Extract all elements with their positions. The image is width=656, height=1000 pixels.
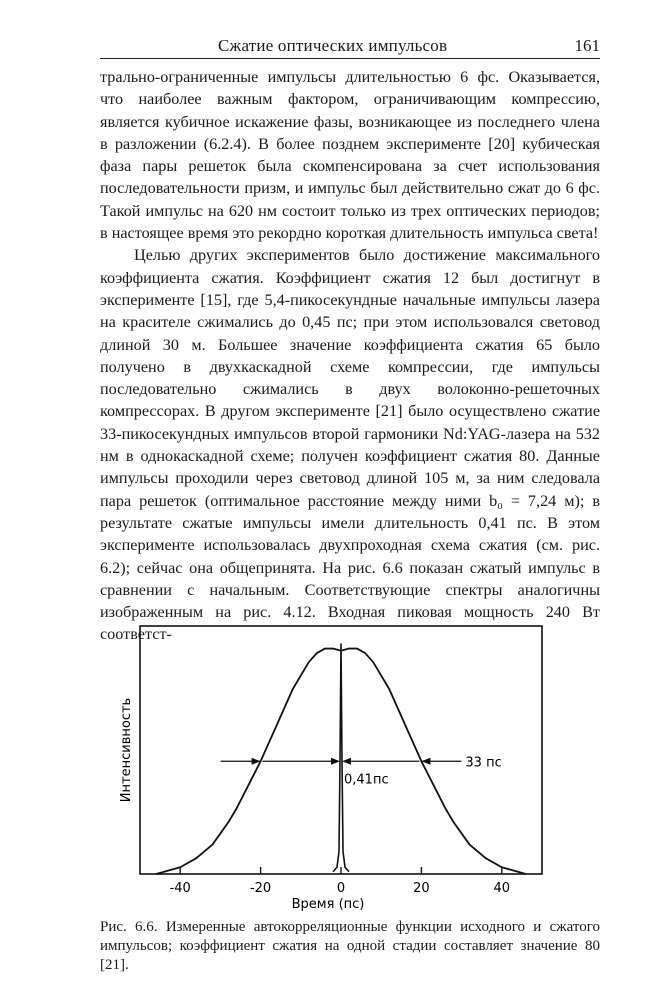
running-title: Сжатие оптических импульсов — [218, 36, 448, 55]
x-tick-label: 40 — [493, 881, 511, 896]
x-axis-ticks — [170, 867, 510, 896]
compressed-pulse-line — [333, 644, 349, 872]
x-tick-label: 0 — [336, 881, 346, 896]
x-tick-label: 20 — [413, 881, 430, 896]
annotations-layer — [221, 755, 502, 787]
compressed-left-arrowhead — [331, 758, 340, 765]
body-text — [100, 66, 600, 646]
figure-6-6 — [110, 612, 630, 912]
paragraph-1: трально-ограниченные импульсы длительностью 6 фс. Оказывается, что наиболее важным фактором, ограничивающим компрессию, является кубичное искажение фазы, возникающее из последнего члена в разложении (6.2.4). В более позднем эксперименте [20] кубическая фаза пары решеток была скомпенсирована за счет использования последовательности призм, и импульс был действительно сжат до 6 фс. Такой импульс на 620 нм состоит только из трех оптических периодов; в настоящее время это рекордно короткая длительность импульса света! — [100, 68, 600, 243]
paragraph-2: Целью других экспериментов было достижение максимального коэффициента сжатия. Коэффициент сжатия 12 был достигнут в эксперименте [15], где 5,4-пикосекундные начальные импульсы лазера на красителе сжимались до 0,45 пс; при этом использовался световод длиной 30 м. Большее значение коэффициента сжатия 65 было получено в двухкаскадной схеме компрессии, где импульсы последовательно сжимались в двух волоконно-решеточных компрессорах. В другом эксперименте [21] было осуществлено сжатие 33-пикосекундных импульсов второй гармоники Nd:YAG-лазера на 532 нм в однокаскадной схеме; получен коэффициент сжатия 80. Данные импульсы проходили через световод длиной 105 м, за ним следовала пара решеток (оптимальное расстояние между ними b₀ = 7,24 м); в результате сжатые импульсы имели длительность 0,41 пс. В этом эксперименте использовалась двухпроходная схема сжатия (см. рис. 6.2); сейчас она общепринята. На рис. 6.6 показан сжатый импульс в сравнении с начальным. Соответствующие спектры аналогичны изображенным на рис. 4.12. Входная пиковая мощность 240 Вт соответст- — [100, 246, 600, 644]
annotation-041ps: 0,41пс — [344, 772, 389, 788]
caption-text: Измеренные автокорреляционные функции исходного и сжатого импульсов; коэффициент сжатия на одной стадии составляет значение 80 [21]. — [100, 919, 601, 973]
compressed-right-arrowhead — [342, 758, 351, 765]
annotation-33ps: 33 пс — [465, 755, 502, 771]
y-axis-label: Интенсивность — [119, 697, 134, 803]
autocorrelation-chart — [110, 612, 630, 912]
caption-label: Рис. 6.6. — [100, 919, 158, 935]
x-tick-label: -40 — [169, 881, 191, 896]
page-header — [100, 34, 600, 59]
x-tick-label: -20 — [249, 881, 272, 896]
x-axis-label: Время (пс) — [291, 897, 365, 912]
figure-caption — [100, 918, 600, 975]
page-number: 161 — [574, 36, 600, 55]
